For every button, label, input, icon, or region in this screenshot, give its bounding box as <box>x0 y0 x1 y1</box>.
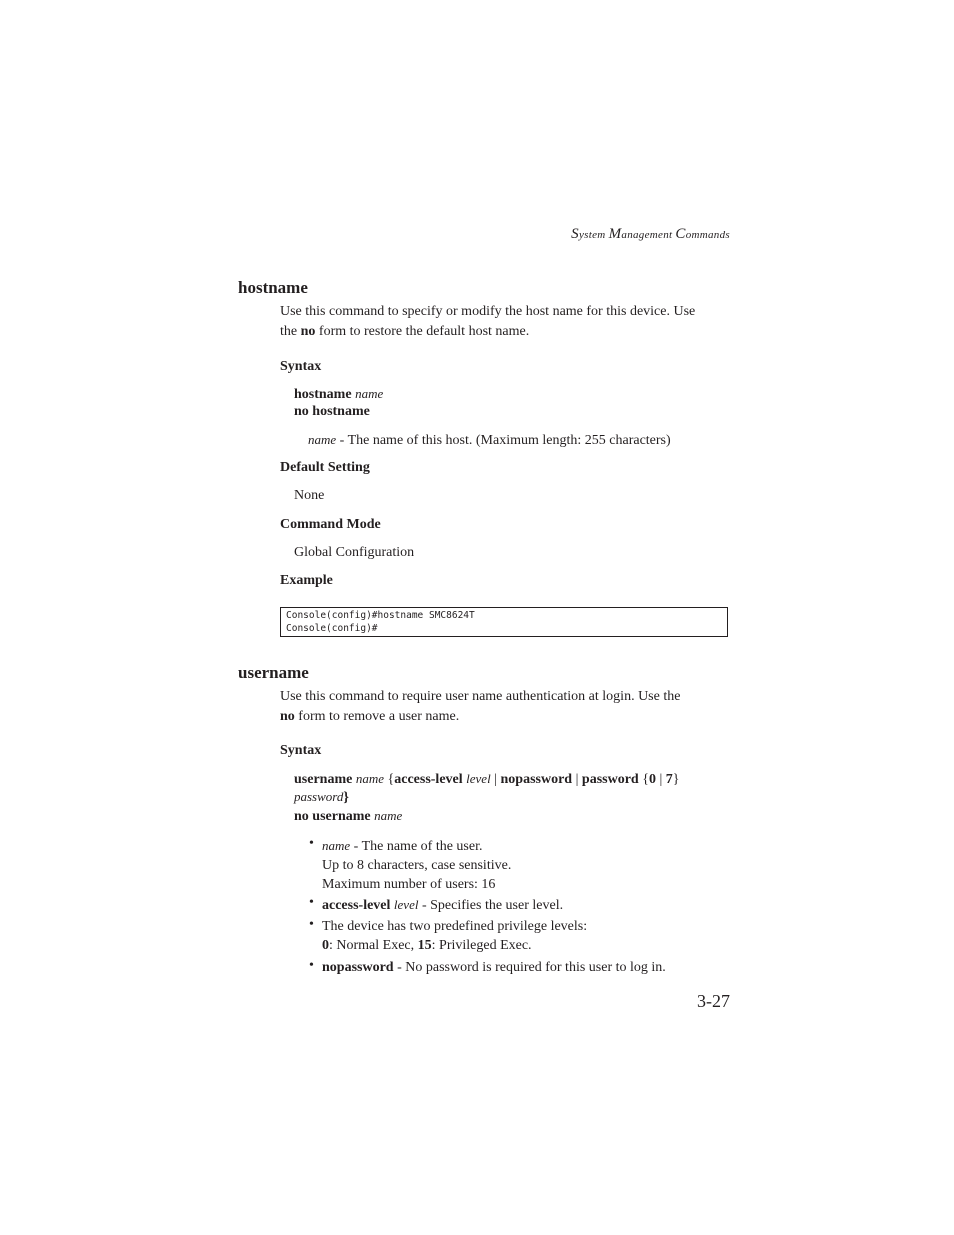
code-line: Console(config)# <box>286 623 378 634</box>
code-line: Console(config)#hostname SMC8624T <box>286 610 475 621</box>
bullet: • <box>309 917 314 932</box>
example-code-box <box>280 607 728 637</box>
default-setting-value: None <box>294 488 325 503</box>
page-number: 3-27 <box>697 991 730 1011</box>
running-header: System Management Commands <box>571 226 730 242</box>
bullet: • <box>309 836 314 851</box>
username-syntax: username name {access-level level | nopassword | password {0 | 7} <box>294 771 680 787</box>
no-hostname-syntax: no hostname <box>294 404 370 419</box>
command-mode-heading: Command Mode <box>280 517 381 532</box>
bullet: • <box>309 895 314 910</box>
example-heading: Example <box>280 573 333 588</box>
username-syntax-heading: Syntax <box>280 743 322 758</box>
default-setting-heading: Default Setting <box>280 460 370 475</box>
bullet: • <box>309 958 314 973</box>
hostname-title: hostname <box>238 278 308 297</box>
hostname-syntax-heading: Syntax <box>280 359 322 374</box>
username-title: username <box>238 663 309 682</box>
no-username-syntax: no username name <box>294 808 403 824</box>
username-description: Use this command to require user name authentication at login. Use the no form to remove a user name. <box>280 689 681 724</box>
hostname-syntax: hostname name <box>294 386 384 402</box>
username-syntax-cont: password} <box>294 789 349 805</box>
command-mode-value: Global Configuration <box>294 545 415 560</box>
hostname-description: Use this command to specify or modify the host name for this device. Use the no form to restore the default host name. <box>280 304 696 339</box>
bullet-privilege-levels: The device has two predefined privilege levels: 0: Normal Exec, 15: Privileged Exec. <box>322 919 588 953</box>
bullet-access-level: access-level level - Specifies the user level. <box>322 897 564 913</box>
bullet-nopassword: nopassword - No password is required for this user to log in. <box>322 960 666 975</box>
hostname-param: name - The name of this host. (Maximum length: 255 characters) <box>308 432 671 448</box>
bullet-name: name - The name of the user. Up to 8 characters, case sensitive. Maximum number of users: 16 <box>322 838 512 892</box>
